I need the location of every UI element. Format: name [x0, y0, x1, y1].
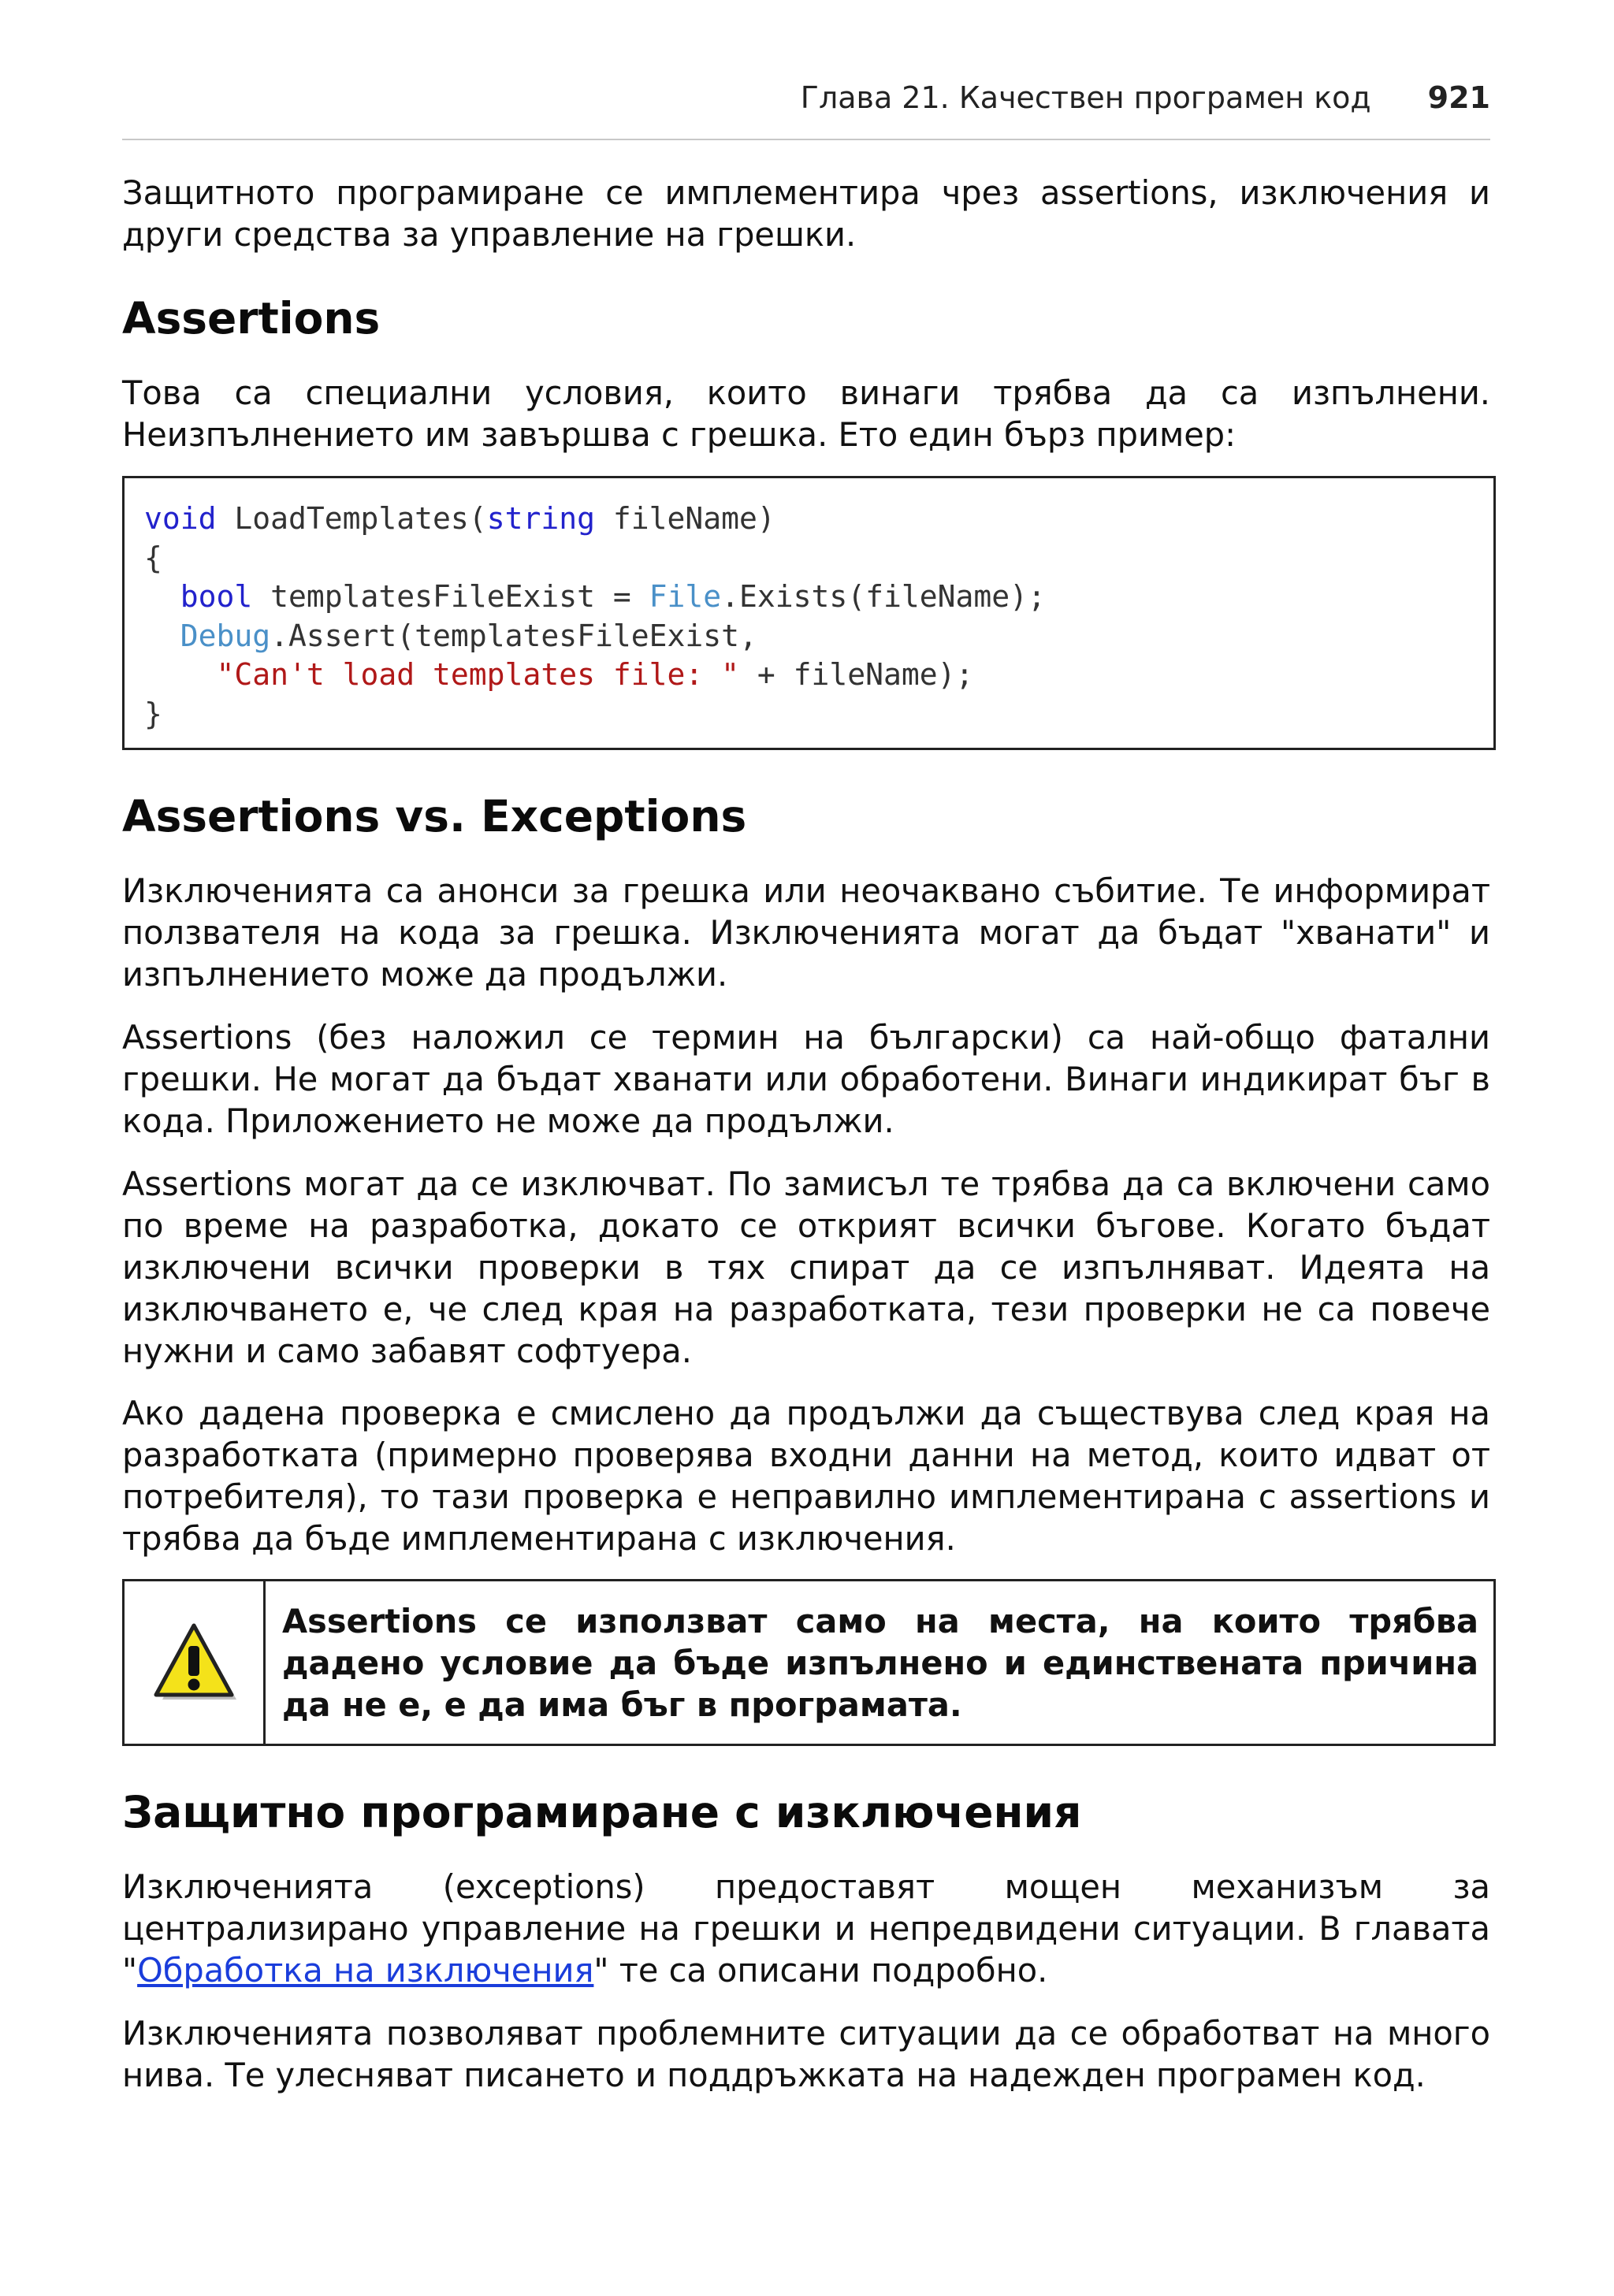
page-number: 921	[1427, 80, 1490, 115]
defensive-paragraph-1	[122, 1866, 1490, 1991]
heading-defensive-programming: Защитно програмиране с изключения	[122, 1787, 1082, 1837]
exceptions-chapter-link[interactable]: Обработка на изключения	[137, 1951, 594, 1989]
defensive-text-after-link: " те са описани подробно.	[593, 1951, 1048, 1989]
vs-paragraph-4: Ако дадена проверка е смислено да продължи да съществува след края на разработката (примерно проверява входни данни на метод, които идват от потребителя), то тази проверка е неправилно имплементирана с assertions и трябва да бъде имплементирана с изключения.	[122, 1394, 1490, 1558]
warning-icon	[151, 1622, 240, 1704]
code-keyword-void: void	[144, 501, 217, 536]
code-indent	[144, 657, 217, 692]
code-listing	[122, 476, 1496, 750]
code-param: fileName)	[594, 501, 775, 536]
header-divider	[122, 139, 1490, 140]
code-exists-call: .Exists(fileName);	[721, 579, 1046, 614]
code-type-file: File	[649, 579, 722, 614]
defensive-paragraph-2: Изключенията позволяват проблемните ситуации да се обработват на много нива. Те улесняват писането и поддръжката на надежден програмен код.	[122, 2014, 1490, 2094]
warning-icon-cell	[125, 1581, 266, 1744]
chapter-title: Глава 21. Качествен програмен код	[800, 80, 1371, 115]
vs-paragraph-1: Изключенията са анонси за грешка или неочаквано събитие. Те информират ползвателя на кода за грешка. Изключенията могат да бъдат "хванати" и изпълнението може да продължи.	[122, 871, 1490, 994]
running-header	[122, 80, 1490, 115]
defensive-text-before-link: Изключенията (exceptions) предоставят мощен механизъм за централизирано управление на грешки и непредвидени ситуации. В главата "	[122, 1867, 1490, 1989]
vs-paragraph-2: Assertions (без наложил се термин на български) са най-общо фатални грешки. Не могат да бъдат хванати или обработени. Винаги индикират бъг в кода. Приложението не може да продължи.	[122, 1018, 1490, 1140]
code-keyword-bool: bool	[180, 579, 253, 614]
code-assert-call: .Assert(templatesFileExist,	[270, 618, 757, 653]
code-close-brace: }	[144, 696, 162, 731]
code-string-literal: "Can't load templates file: "	[216, 657, 739, 692]
assertions-paragraph: Това са специални условия, които винаги трябва да са изпълнени. Неизпълнението им завършва с грешка. Ето един бърз пример:	[122, 373, 1490, 454]
heading-assertions-vs-exceptions: Assertions vs. Exceptions	[122, 791, 747, 841]
code-open-brace: {	[144, 540, 162, 575]
code-concat: + fileName);	[738, 657, 974, 692]
code-indent	[144, 579, 180, 614]
code-variable: templatesFileExist =	[252, 579, 649, 614]
vs-paragraph-3: Assertions могат да се изключват. По замисъл те трябва да са включени само по време на разработка, докато се открият всички бъгове. Когато бъдат изключени всички проверки в тях спират да се изпълняват. Идеята на изключването е, че след края на разработката, тези проверки не са повече нужни и само забавят софтуера.	[122, 1165, 1490, 1370]
heading-assertions: Assertions	[122, 293, 381, 344]
code-method-name: LoadTemplates(	[216, 501, 487, 536]
warning-note	[122, 1579, 1496, 1746]
code-text	[144, 500, 1046, 734]
intro-paragraph: Защитното програмиране се имплементира чрез assertions, изключения и други средства за управление на грешки.	[122, 173, 1490, 254]
warning-note-text: Assertions се използват само на места, на които трябва дадено условие да бъде изпълнено и единствената причина да не е, е да има бъг в програмата.	[282, 1602, 1478, 1724]
code-indent	[144, 619, 180, 653]
code-type-debug: Debug	[180, 618, 271, 653]
code-keyword-string: string	[486, 501, 595, 536]
